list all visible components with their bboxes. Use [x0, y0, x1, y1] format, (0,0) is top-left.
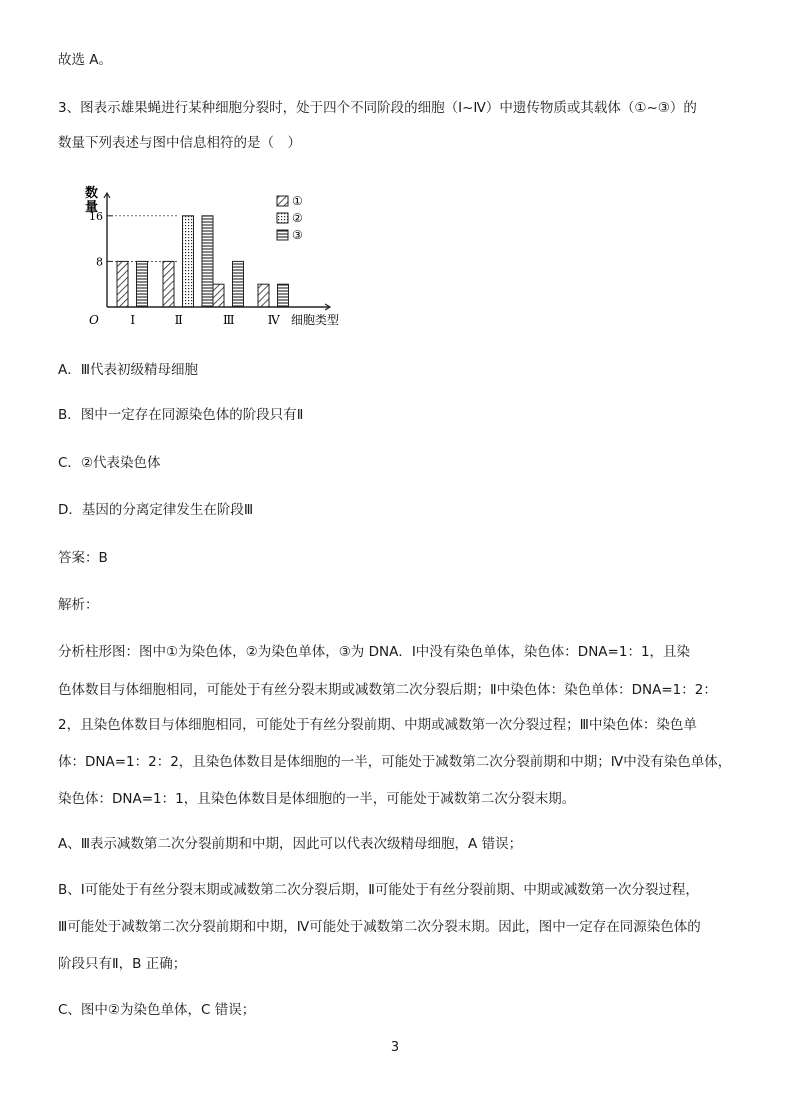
- y-tick-label: 8: [96, 255, 103, 269]
- question-3-line-2: 数量下列表述与图中信息相符的是（ ）: [58, 135, 301, 151]
- option-c: C．②代表染色体: [58, 455, 161, 471]
- analysis-line-1: 分析柱形图：图中①为染色体，②为染色单体，③为 DNA．Ⅰ中没有染色单体，染色体：DNA=1：1，且染: [58, 644, 691, 660]
- analysis-line-5: 染色体：DNA=1：1，且染色体数目是体细胞的一半，可能处于减数第二次分裂末期。: [58, 791, 576, 807]
- option-a: A．Ⅲ代表初级精母细胞: [58, 362, 199, 378]
- bar: [137, 261, 148, 307]
- analysis-line-2: 色体数目与体细胞相同，可能处于有丝分裂末期或减数第二次分裂后期；Ⅱ中染色体：染色单体：DNA=1：2：: [58, 682, 717, 698]
- origin-label: O: [89, 313, 99, 327]
- bar: [233, 261, 244, 307]
- option-d: D．基因的分离定律发生在阶段Ⅲ: [58, 502, 254, 518]
- bar: [117, 261, 128, 307]
- bar: [213, 284, 224, 307]
- x-tick-label: Ⅲ: [222, 313, 235, 327]
- x-tick-label: Ⅱ: [174, 313, 183, 327]
- explain-b-line-1: B、Ⅰ可能处于有丝分裂末期或减数第二次分裂后期，Ⅱ可能处于有丝分裂前期、中期或减数第一次分裂过程，: [58, 882, 699, 898]
- y-tick-label: 16: [89, 209, 103, 223]
- legend-label: ②: [292, 211, 303, 225]
- bar: [202, 216, 213, 307]
- x-tick-label: Ⅰ: [130, 313, 136, 327]
- option-b: B．图中一定存在同源染色体的阶段只有Ⅱ: [58, 407, 304, 423]
- legend-swatch: [277, 230, 288, 240]
- conclusion-line: 故选 A。: [58, 52, 113, 68]
- y-axis-label-char: 量: [85, 200, 99, 215]
- analysis-line-3: 2，且染色体数目与体细胞相同，可能处于有丝分裂前期、中期或减数第一次分裂过程；Ⅲ中染色体：染色单: [58, 717, 697, 733]
- legend-swatch: [277, 196, 288, 206]
- bar-chart: [85, 185, 360, 330]
- bar: [163, 261, 174, 307]
- bar: [258, 284, 269, 307]
- explain-c: C、图中②为染色单体，C 错误；: [58, 1002, 256, 1018]
- answer: 答案：B: [58, 550, 108, 566]
- y-axis-label-char: 数: [85, 186, 99, 201]
- explain-b-line-3: 阶段只有Ⅱ，B 正确；: [58, 956, 187, 972]
- legend-swatch: [277, 213, 288, 223]
- analysis-line-4: 体：DNA=1：2：2，且染色体数目是体细胞的一半，可能处于减数第二次分裂前期和中期；Ⅳ中没有染色单体，: [58, 754, 732, 770]
- bar: [278, 284, 289, 307]
- explain-a: A、Ⅲ表示减数第二次分裂前期和中期，因此可以代表次级精母细胞，A 错误；: [58, 836, 523, 852]
- question-3-line-1: 3、图表示雄果蝇进行某种细胞分裂时，处于四个不同阶段的细胞（Ⅰ~Ⅳ）中遗传物质或其载体（①~③）的: [58, 100, 697, 116]
- explain-b-line-2: Ⅲ可能处于减数第二次分裂前期和中期，Ⅳ可能处于减数第二次分裂末期。因此，图中一定存在同源染色体的: [58, 919, 701, 935]
- x-tick-label: Ⅳ: [267, 313, 280, 327]
- legend-label: ①: [292, 194, 303, 208]
- x-axis-label: 细胞类型: [291, 313, 340, 327]
- analysis-label: 解析：: [58, 597, 99, 613]
- page-number: 3: [390, 1040, 400, 1055]
- bar: [183, 216, 194, 307]
- legend-label: ③: [292, 228, 303, 242]
